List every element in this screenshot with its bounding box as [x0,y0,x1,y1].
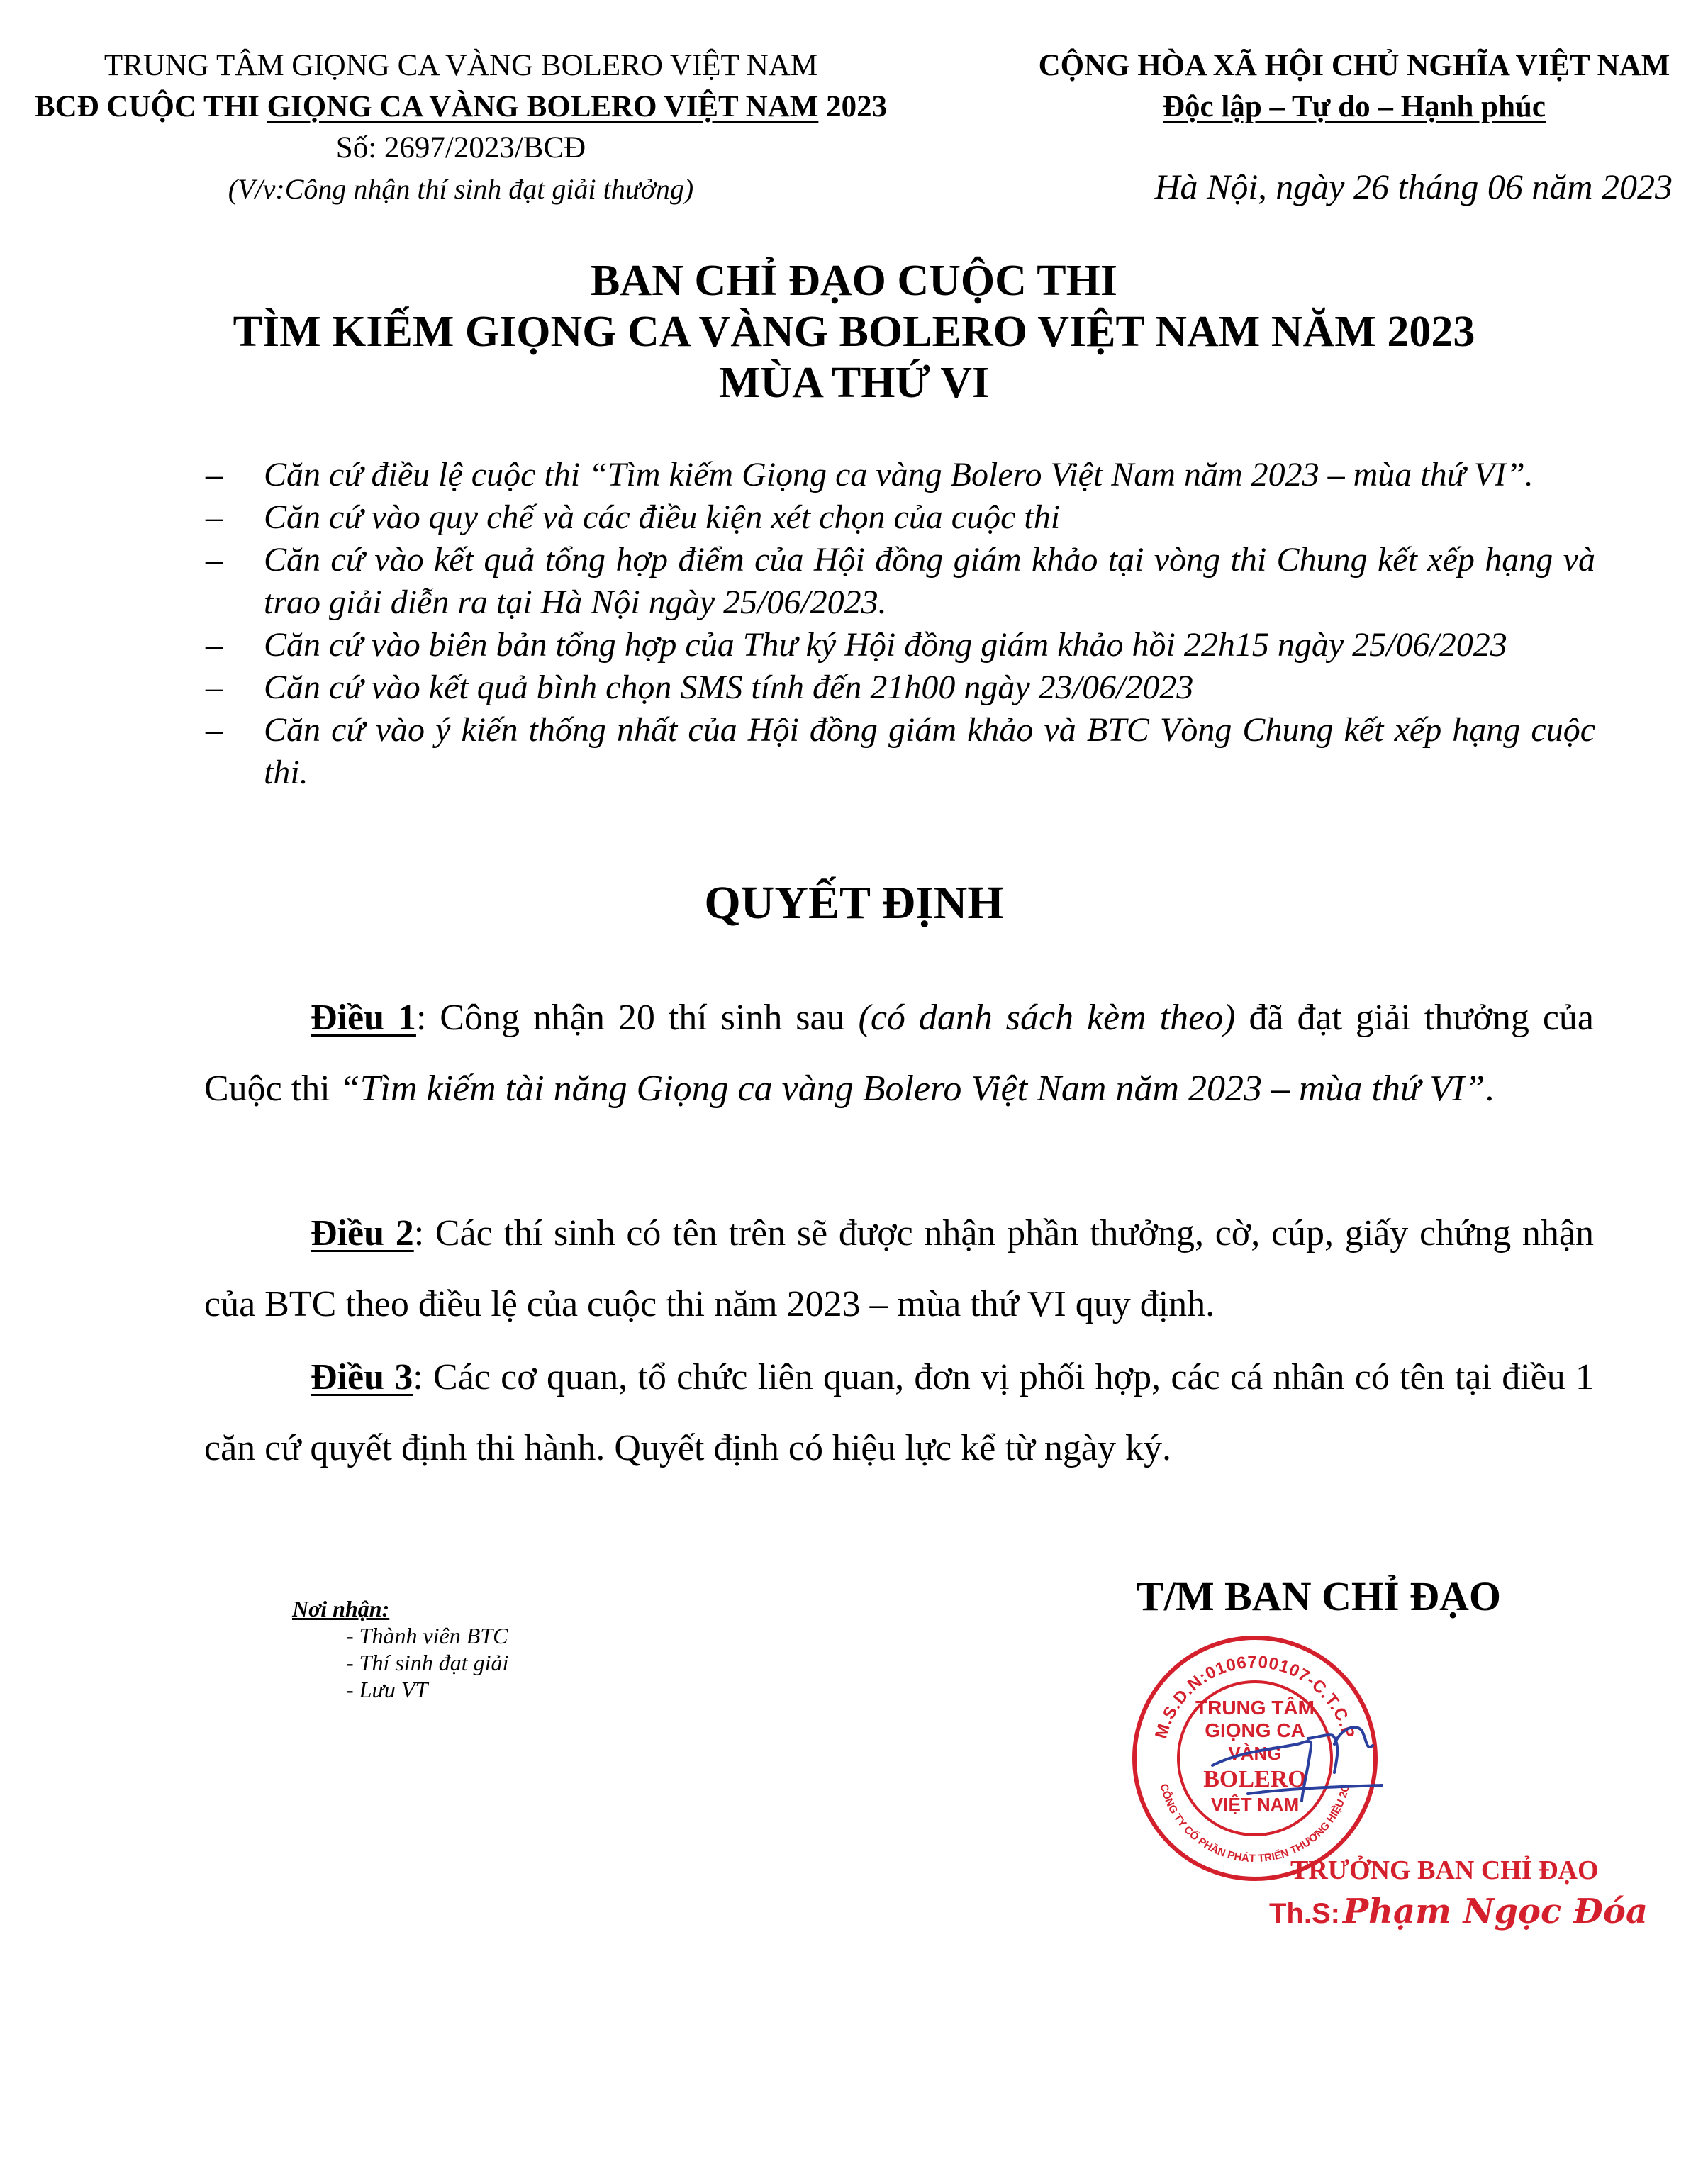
dash-bullet: – [206,669,223,706]
document-date: Hà Nội, ngày 26 tháng 06 năm 2023 [1154,167,1673,206]
basis-text: Căn cứ điều lệ cuộc thi “Tìm kiếm Giọng ca vàng Bolero Việt Nam năm 2023 – mùa thứ VI”. [264,456,1534,493]
article-3 [204,1342,1594,1484]
signatory-role: TRƯỞNG BAN CHỈ ĐẠO [1290,1855,1599,1885]
basis-item [206,454,1595,496]
article-1-attachment-note: (có danh sách kèm theo) [858,998,1236,1038]
dash-bullet: – [206,711,223,749]
basis-text: Căn cứ vào ý kiến thống nhất của Hội đồng giám khảo và BTC Vòng Chung kết xếp hạng cuộc thi. [264,711,1595,791]
article-1-text: : Công nhận 20 thí sinh sau [415,998,859,1038]
country-name: CỘNG HÒA XÃ HỘI CHỦ NGHĨA VIỆT NAM [1038,49,1670,82]
article-2-text: : Các thí sinh có tên trên sẽ được nhận phần thưởng, cờ, cúp, giấy chứng nhận của BTC theo điều lệ của cuộc thi năm 2023 – mùa thứ VI quy định. [204,1213,1595,1324]
svg-text:M.S.D.N:0106700107-C.T.C.P: M.S.D.N:0106700107-C.T.C.P [1151,1652,1358,1741]
article-3-text: : Các cơ quan, tổ chức liên quan, đơn vị phối hợp, các cá nhân có tên tại điều 1 căn cứ quyết định thi hành. Quyết định có hiệu lực kể từ ngày ký. [204,1357,1595,1468]
company-seal [1127,1631,1383,1886]
basis-text: Căn cứ vào biên bản tổng hợp của Thư ký Hội đồng giám khảo hồi 22h15 ngày 25/06/2023 [264,626,1507,664]
committee-prefix: BCĐ CUỘC THI [34,90,267,123]
document-title [0,255,1708,408]
document-subject: (V/v:Công nhận thí sinh đạt giải thưởng) [228,173,694,205]
committee-suffix: 2023 [818,90,888,123]
title-line-3: MÙA THỨ VI [718,359,990,407]
dash-bullet: – [206,541,223,579]
svg-text:GIỌNG CA: GIỌNG CA [1205,1719,1305,1741]
recipient-item: - Thành viên BTC [346,1623,508,1648]
svg-text:CÔNG TY CỔ PHẦN PHÁT TRIỂN THƯ: CÔNG TY CỔ PHẦN PHÁT TRIỂN THƯƠNG HIỆU 2G [1157,1782,1353,1865]
dash-bullet: – [206,626,223,664]
decision-heading: QUYẾT ĐỊNH [704,877,1004,929]
national-header [978,45,1708,128]
basis-item [206,539,1595,624]
signatory-name: Phạm Ngọc Đóa [1342,1892,1648,1931]
article-1-label: Điều 1 [311,998,416,1038]
recipient-item: - Lưu VT [346,1677,428,1702]
committee-name [0,86,922,128]
svg-text:BOLERO: BOLERO [1203,1766,1307,1792]
legal-basis-list [206,454,1595,794]
basis-item [206,666,1595,709]
article-1-period: . [1485,1068,1495,1109]
svg-text:VÀNG: VÀNG [1228,1743,1282,1764]
svg-text:TRUNG TÂM: TRUNG TÂM [1195,1697,1315,1719]
national-motto: Độc lập – Tự do – Hạnh phúc [1163,90,1546,123]
article-1-text-2: đã đạt giải thưởng của Cuộc thi [204,998,1595,1109]
signature-title: T/M BAN CHỈ ĐẠO [1137,1573,1501,1619]
committee-underlined: GIỌNG CA VÀNG BOLERO VIỆT NAM [267,90,819,123]
dash-bullet: – [206,498,223,536]
dash-bullet: – [206,456,223,493]
recipient-item: - Thí sinh đạt giải [346,1650,509,1675]
recipients-heading: Nơi nhận: [292,1596,390,1621]
basis-text: Căn cứ vào kết quả bình chọn SMS tính đến 21h00 ngày 23/06/2023 [264,669,1194,706]
signatory-title-prefix: Th.S: [1269,1898,1340,1929]
article-1-contest-name: “Tìm kiếm tài năng Giọng ca vàng Bolero Việt Nam năm 2023 – mùa thứ VI” [339,1068,1485,1109]
title-line-1: BAN CHỈ ĐẠO CUỘC THI [591,257,1117,305]
basis-item [206,709,1595,794]
issuer-header [0,45,922,210]
svg-text:VIỆT NAM: VIỆT NAM [1210,1794,1300,1815]
basis-text: Căn cứ vào kết quả tổng hợp điểm của Hội đồng giám khảo tại vòng thi Chung kết xếp hạng và trao giải diễn ra tại Hà Nội ngày 25/06/2023. [264,541,1595,621]
document-number: Số: 2697/2023/BCĐ [335,131,586,164]
article-3-label: Điều 3 [311,1357,413,1397]
recipients-block [292,1595,508,1703]
issuer-org: TRUNG TÂM GIỌNG CA VÀNG BOLERO VIỆT NAM [104,49,818,82]
article-2-label: Điều 2 [311,1213,414,1254]
article-1 [204,983,1594,1124]
basis-item [206,496,1595,539]
signatory [1269,1892,1648,1931]
basis-item [206,624,1595,666]
basis-text: Căn cứ vào quy chế và các điều kiện xét chọn của cuộc thi [264,498,1061,536]
article-2 [204,1198,1594,1340]
title-line-2: TÌM KIẾM GIỌNG CA VÀNG BOLERO VIỆT NAM NĂM 2023 [233,308,1475,356]
